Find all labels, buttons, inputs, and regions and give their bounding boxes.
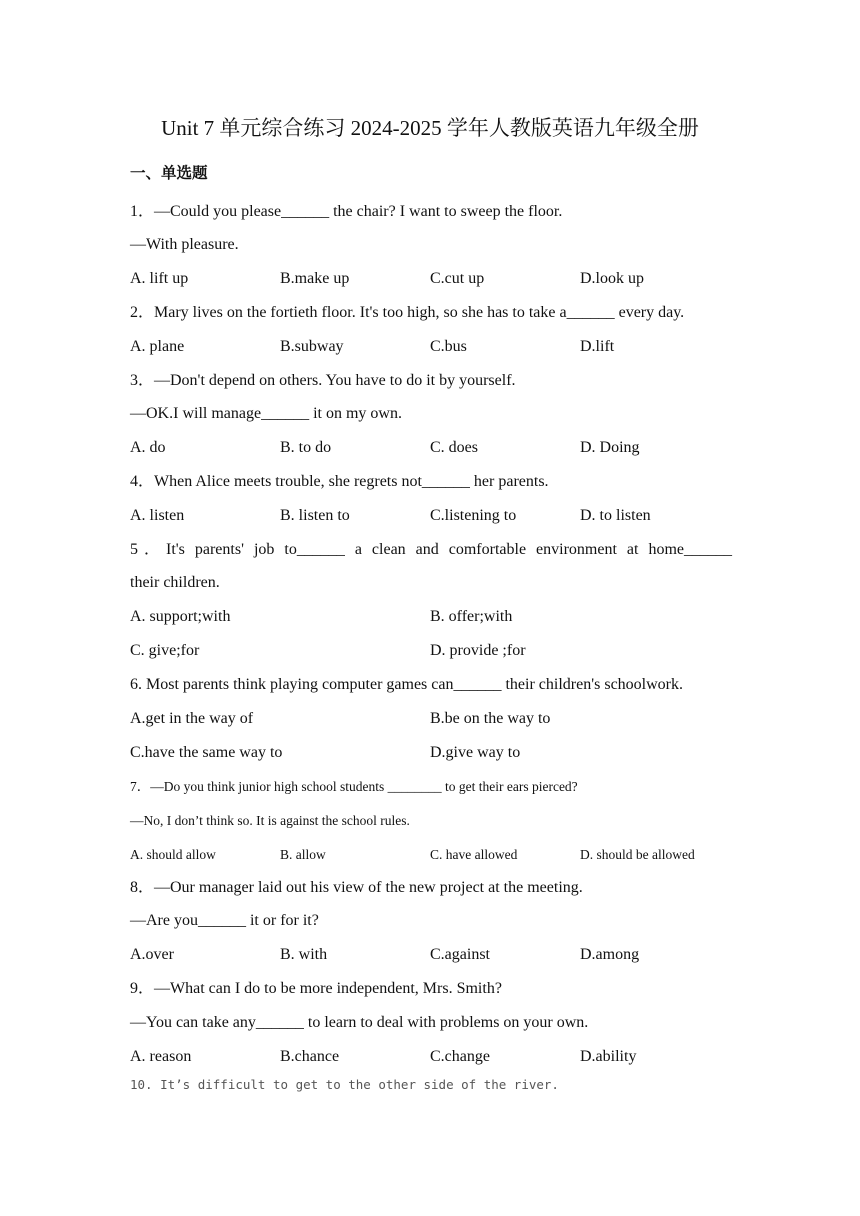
question-9-reply: —You can take any______ to learn to deal with problems on your own. [130,1014,589,1031]
question-2-option-b: B.subway [280,338,344,355]
question-1-reply: —With pleasure. [130,236,239,253]
question-4-stem: 4．When Alice meets trouble, she regrets not______ her parents. [130,473,549,490]
question-2-option-c: C.bus [430,338,467,355]
question-9-option-b: B.chance [280,1048,340,1065]
question-7-option-c: C. have allowed [430,847,518,862]
question-5-stem-continued: their children. [130,574,220,591]
question-8-option-d: D.among [580,946,640,963]
question-5-stem: 5．It's parents' job to______ a clean and comfortable environment at home______ [130,541,732,558]
section-heading: 一、单选题 [130,164,208,182]
question-4-option-b: B. listen to [280,507,350,524]
question-8-reply: —Are you______ it or for it? [130,912,319,929]
question-8-option-c: C.against [430,946,490,963]
question-3-option-b: B. to do [280,439,332,456]
question-6-option-a: A.get in the way of [130,710,254,727]
question-3-stem: 3．—Don't depend on others. You have to do it by yourself. [130,372,516,389]
question-5-option-b: B. offer;with [430,608,513,625]
question-9-option-a: A. reason [130,1048,192,1065]
question-1-option-c: C.cut up [430,270,485,287]
question-4-option-c: C.listening to [430,507,517,524]
question-4-option-d: D. to listen [580,507,651,524]
question-6-stem: 6. Most parents think playing computer games can______ their children's schoolwork. [130,676,683,693]
question-7-reply: —No, I don’t think so. It is against the school rules. [130,813,410,828]
question-8-option-b: B. with [280,946,328,963]
question-4-option-a: A. listen [130,507,185,524]
question-7-option-d: D. should be allowed [580,847,695,862]
question-3-option-a: A. do [130,439,166,456]
question-3-option-d: D. Doing [580,439,640,456]
question-9-stem: 9．—What can I do to be more independent, Mrs. Smith? [130,980,502,997]
question-7-option-a: A. should allow [130,847,216,862]
question-2-option-d: D.lift [580,338,615,355]
question-3-option-c: C. does [430,439,478,456]
question-1-stem: 1．—Could you please______ the chair? I want to sweep the floor. [130,203,563,220]
question-1-option-a: A. lift up [130,270,189,287]
question-5-option-d: D. provide ;for [430,642,526,659]
question-2-stem: 2．Mary lives on the fortieth floor. It's too high, so she has to take a______ every day. [130,304,685,321]
question-9-option-c: C.change [430,1048,490,1065]
page-title: Unit 7 单元综合练习 2024-2025 学年人教版英语九年级全册 [161,116,699,140]
question-3-reply: —OK.I will manage______ it on my own. [130,405,402,422]
question-5-option-a: A. support;with [130,608,231,625]
question-6-option-b: B.be on the way to [430,710,551,727]
question-6-option-c: C.have the same way to [130,744,283,761]
question-1-option-b: B.make up [280,270,350,287]
question-10-stem: 10. It’s difficult to get to the other side of the river. [130,1077,559,1092]
question-5-option-c: C. give;for [130,642,200,659]
question-2-option-a: A. plane [130,338,185,355]
question-9-option-d: D.ability [580,1048,637,1065]
question-8-option-a: A.over [130,946,174,963]
question-1-option-d: D.look up [580,270,644,287]
question-8-stem: 8．—Our manager laid out his view of the new project at the meeting. [130,879,583,896]
question-7-stem: 7．—Do you think junior high school students ________ to get their ears pierced? [130,779,578,794]
question-6-option-d: D.give way to [430,744,521,761]
question-7-option-b: B. allow [280,847,326,862]
